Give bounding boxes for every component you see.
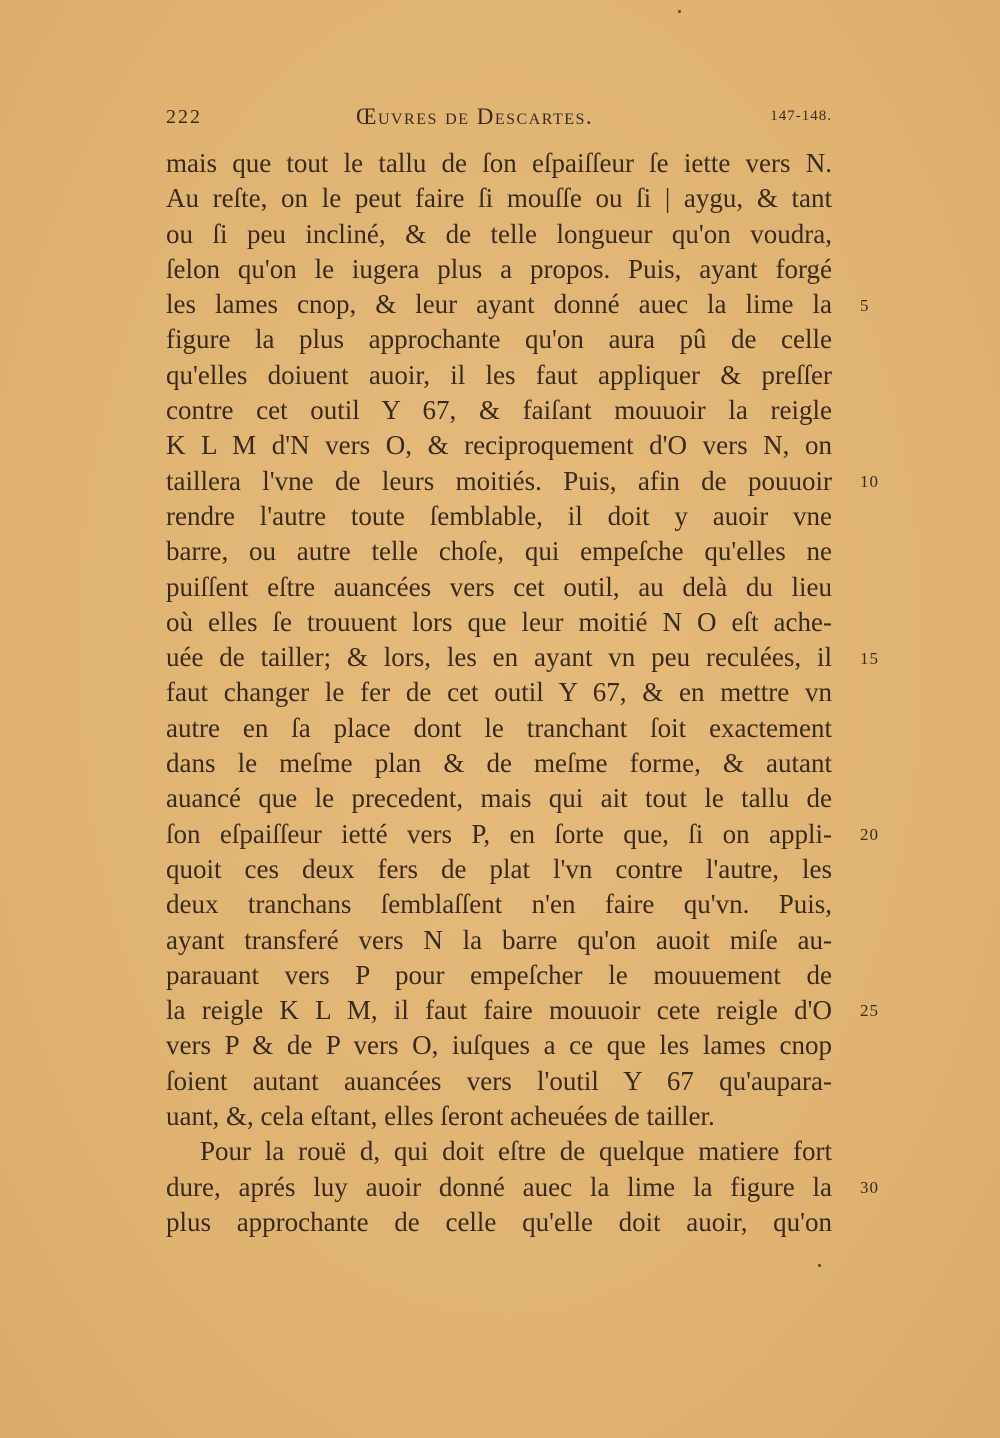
- text-line: ſon eſpaiſſeur ietté vers P, en ſorte que, ſi on appli-: [166, 818, 832, 849]
- text-line: rendre l'autre toute ſemblable, il doit y auoir vne: [166, 500, 832, 531]
- text-line: mais que tout le tallu de ſon eſpaiſſeur ſe iette vers N.: [166, 148, 832, 178]
- speck-mark: [678, 10, 681, 13]
- text-line: uant, &, cela eſtant, elles ſeront acheuées de tailler.: [166, 1101, 715, 1132]
- line-number: 25: [860, 1001, 879, 1020]
- text-line: autre en ſa place dont le tranchant ſoit exactement: [166, 712, 832, 743]
- text-line: contre cet outil Y 67, & faiſant mouuoir la reigle: [166, 395, 832, 426]
- folio-range: 147-148.: [770, 108, 832, 124]
- text-line: ayant transferé vers N la barre qu'on auoit miſe au-: [166, 924, 832, 955]
- text-line: deux tranchans ſemblaſſent n'en faire qu'vn. Puis,: [166, 889, 832, 920]
- speck-mark: [818, 1264, 821, 1267]
- paragraph-start-line: Pour la rouë d, qui doit eſtre de quelque matiere fort: [200, 1136, 832, 1167]
- line-number: 10: [860, 472, 879, 491]
- page-header: [166, 104, 832, 134]
- text-line: les lames cnop, & leur ayant donné auec la lime la: [166, 289, 832, 320]
- text-line: ou ſi peu incliné, & de telle longueur qu'on voudra,: [166, 218, 832, 249]
- line-number: 30: [860, 1178, 879, 1197]
- text-line: dans le meſme plan & de meſme forme, & autant: [166, 748, 832, 779]
- text-line: Au reſte, on le peut faire ſi mouſſe ou ſi | aygu, & tant: [166, 183, 832, 214]
- text-line: parauant vers P pour empeſcher le mouuement de: [166, 959, 832, 990]
- text-line: auancé que le precedent, mais qui ait tout le tallu de: [166, 783, 832, 814]
- line-number: 15: [860, 649, 879, 668]
- text-line: K L M d'N vers O, & reciproquement d'O vers N, on: [166, 430, 832, 461]
- line-number: 5: [860, 296, 870, 315]
- text-line: faut changer le fer de cet outil Y 67, & en mettre vn: [166, 677, 832, 708]
- text-line: uée de tailler; & lors, les en ayant vn peu reculées, il: [166, 642, 832, 673]
- text-line: barre, ou autre telle choſe, qui empeſche qu'elles ne: [166, 536, 832, 567]
- text-line: vers P & de P vers O, iuſques a ce que les lames cnop: [166, 1030, 832, 1061]
- text-line: ſoient autant auancées vers l'outil Y 67 qu'aupara-: [166, 1065, 832, 1096]
- text-line: plus approchante de celle qu'elle doit auoir, qu'on: [166, 1206, 832, 1237]
- text-line: la reigle K L M, il faut faire mouuoir cete reigle d'O: [166, 995, 832, 1026]
- text-line: dure, aprés luy auoir donné auec la lime la figure la: [166, 1171, 832, 1202]
- text-line: figure la plus approchante qu'on aura pû de celle: [166, 324, 832, 355]
- line-number: 20: [860, 825, 879, 844]
- page-number: 222: [166, 106, 202, 128]
- text-line: puiſſent eſtre auancées vers cet outil, au delà du lieu: [166, 571, 832, 602]
- text-line: où elles ſe trouuent lors que leur moitié N O eſt ache-: [166, 606, 832, 637]
- text-line: taillera l'vne de leurs moitiés. Puis, afin de pouuoir: [166, 465, 832, 496]
- text-line: ſelon qu'on le iugera plus a propos. Puis, ayant forgé: [166, 253, 832, 284]
- body-text: [166, 146, 832, 1240]
- text-line: qu'elles doiuent auoir, il les faut appliquer & preſſer: [166, 359, 832, 390]
- text-line: quoit ces deux fers de plat l'vn contre l'autre, les: [166, 853, 832, 884]
- running-title: Œuvres de Descartes.: [356, 104, 594, 129]
